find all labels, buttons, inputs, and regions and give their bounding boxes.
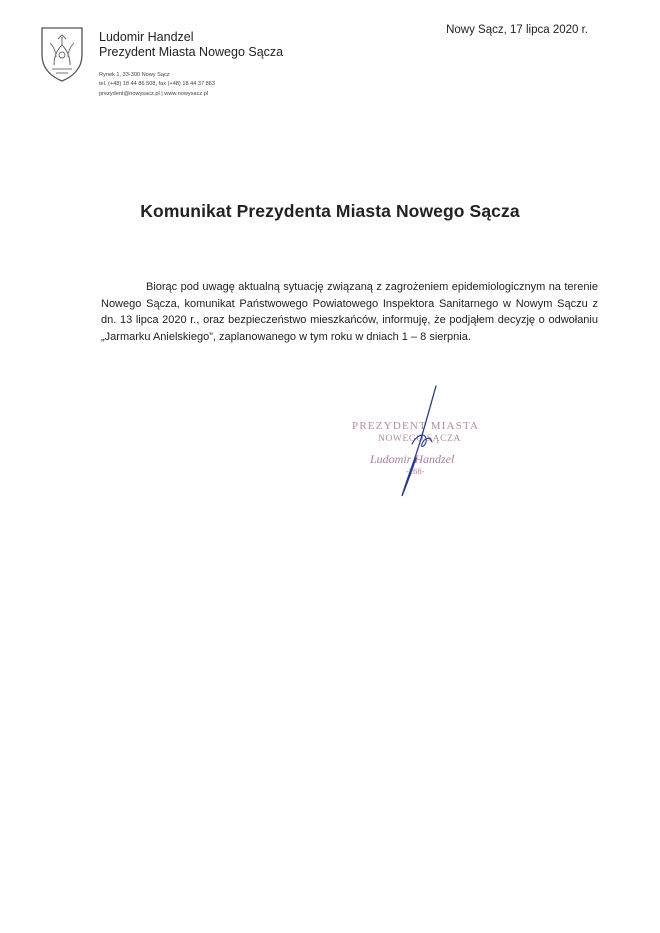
body-paragraph: Biorąc pod uwagę aktualną sytuację związaną z zagrożeniem epidemiologicznym na terenie Nowego Sącza, komunikat Państwowego Powiatowego Inspektora Sanitarnego w Nowym Sączu z dn. 13 lipca 2020 r., oraz bezpieczeństwo mieszkańców, informuję, że podjąłem decyzję o odwołaniu „Jarmarku Anielskiego”, zaplanowanego w tym roku w dniach 1 – 8 sierpnia. — [101, 281, 598, 343]
stamp-line-name: Ludomir Handzel — [370, 452, 455, 466]
stamp-line-city: NOWEGO SĄCZA — [378, 434, 461, 444]
official-stamp — [340, 382, 510, 502]
letter-date: Nowy Sącz, 17 lipca 2020 r. — [446, 24, 588, 36]
stamp-line-title: PREZYDENT MIASTA — [352, 420, 480, 432]
stamp-line-number: -268- — [406, 466, 425, 476]
letterhead — [99, 30, 283, 99]
sender-email-web: prezydent@nowysacz.pl | www.nowysacz.pl — [99, 90, 209, 97]
sender-name: Ludomir Handzel — [99, 30, 194, 44]
city-coat-of-arms-icon — [36, 25, 88, 83]
sender-contact — [99, 71, 283, 99]
document-title: Komunikat Prezydenta Miasta Nowego Sącza — [140, 201, 520, 221]
sender-address: Rynek 1, 33-300 Nowy Sącz — [99, 72, 170, 78]
sender-phone-fax: tel. (+48) 18 44 86 508, fax (+48) 18 44 37 863 — [99, 81, 215, 88]
handwritten-signature — [340, 382, 510, 502]
letter-body — [101, 279, 598, 345]
sender-title: Prezydent Miasta Nowego Sącza — [99, 45, 284, 59]
